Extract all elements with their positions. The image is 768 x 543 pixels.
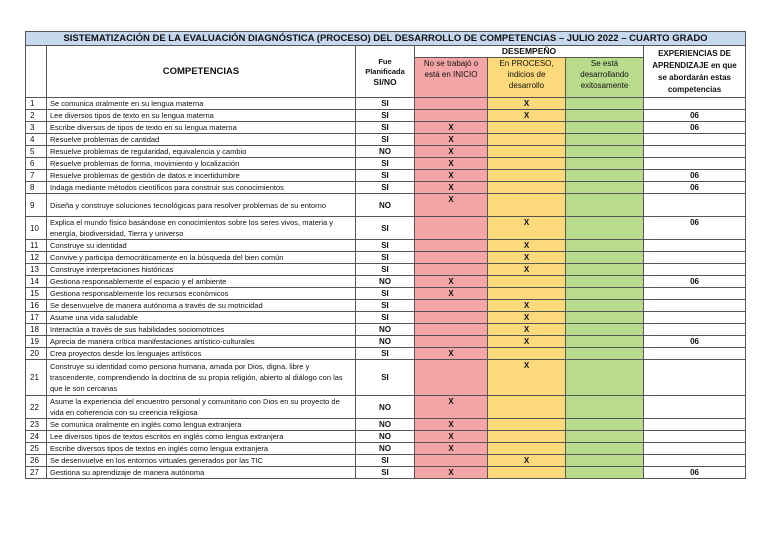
row-number: 3 [26,122,47,134]
inicio-cell [415,312,488,324]
row-number: 20 [26,348,47,360]
table-row [26,312,746,324]
table-row [26,324,746,336]
inicio-cell: X [415,122,488,134]
competencia-cell: Convive y participa democráticamente en la búsqueda del bien común [47,252,356,264]
exito-cell [566,170,644,182]
exito-cell [566,158,644,170]
proceso-cell [488,134,566,146]
competencia-cell: Escribe diversos de tipos de texto en su lengua materna [47,122,356,134]
planificada-cell: NO [356,276,415,288]
table-row [26,264,746,276]
exito-cell [566,431,644,443]
row-number: 14 [26,276,47,288]
competencia-cell: Construye su identidad como persona humana, amada por Dios, digna, libre y trascendente, comprendiendo la doctrina de su propia religión, abierto al diálogo con las que le son cercanas [47,360,356,396]
competencia-cell: Asume una vida saludable [47,312,356,324]
competencia-cell: Explica el mundo físico basándose en conocimientos sobre los seres vivos, materia y energía, biodiversidad, Tierra y universo [47,217,356,240]
competencia-cell: Se desenvuelve de manera autónoma a través de su motricidad [47,300,356,312]
proceso-cell [488,194,566,217]
inicio-cell: X [415,158,488,170]
planificada-cell: SI [356,455,415,467]
exito-cell [566,146,644,158]
competencia-cell: Se desenvuelve en los entornos virtuales generados por las TIC [47,455,356,467]
header-desempeno: DESEMPEÑO [415,46,644,58]
planificada-cell: NO [356,443,415,455]
competencia-cell: Resuelve problemas de regularidad, equivalencia y cambio [47,146,356,158]
experiencia-cell [644,240,746,252]
exito-cell [566,324,644,336]
competencia-cell: Se comunica oralmente en inglés como lengua extranjera [47,419,356,431]
competencia-cell: Gestiona responsablemente los recursos económicos [47,288,356,300]
exito-cell [566,264,644,276]
planificada-cell: SI [356,170,415,182]
table-row [26,336,746,348]
experiencia-cell [644,134,746,146]
proceso-cell: X [488,252,566,264]
exito-cell [566,455,644,467]
planificada-cell: SI [356,288,415,300]
row-number: 9 [26,194,47,217]
exito-cell [566,360,644,396]
table-row [26,300,746,312]
exito-cell [566,98,644,110]
experiencia-cell [644,360,746,396]
header-proceso: En PROCESO, indicios de desarrollo [488,58,566,98]
row-number: 19 [26,336,47,348]
proceso-cell [488,396,566,419]
header-si-no: SI/NO [373,76,397,87]
competencia-cell: Indaga mediante métodos científicos para construir sus conocimientos [47,182,356,194]
proceso-cell: X [488,217,566,240]
planificada-cell: SI [356,360,415,396]
inicio-cell: X [415,276,488,288]
table-row [26,252,746,264]
table-row [26,110,746,122]
table-row [26,122,746,134]
row-number: 5 [26,146,47,158]
planificada-cell: SI [356,467,415,479]
proceso-cell [488,467,566,479]
row-number: 10 [26,217,47,240]
inicio-cell [415,324,488,336]
row-number: 18 [26,324,47,336]
table-row [26,158,746,170]
proceso-cell: X [488,360,566,396]
proceso-cell [488,122,566,134]
experiencia-cell: 06 [644,217,746,240]
planificada-cell: SI [356,122,415,134]
experiencia-cell [644,431,746,443]
experiencia-cell: 06 [644,467,746,479]
row-number: 6 [26,158,47,170]
table-row [26,134,746,146]
inicio-cell [415,360,488,396]
exito-cell [566,443,644,455]
inicio-cell [415,264,488,276]
header-fue-planificada: Fue Planificada [365,56,405,76]
planificada-cell: NO [356,431,415,443]
exito-cell [566,276,644,288]
inicio-cell: X [415,419,488,431]
proceso-cell: X [488,300,566,312]
proceso-cell: X [488,455,566,467]
planificada-cell: SI [356,182,415,194]
table-row [26,455,746,467]
proceso-cell [488,170,566,182]
competencia-cell: Asume la experiencia del encuentro personal y comunitario con Dios en su proyecto de vida en coherencia con su creencia religiosa [47,396,356,419]
table-row [26,348,746,360]
inicio-cell: X [415,194,488,217]
competencia-cell: Diseña y construye soluciones tecnológicas para resolver problemas de su entorno [47,194,356,217]
proceso-cell [488,288,566,300]
experiencia-cell: 06 [644,336,746,348]
inicio-cell: X [415,396,488,419]
header-exito: Se está desarrollando exitosamente [566,58,644,98]
experiencia-cell: 06 [644,182,746,194]
table-row [26,98,746,110]
proceso-cell [488,146,566,158]
experiencia-cell [644,98,746,110]
proceso-cell [488,276,566,288]
competencia-cell: Crea proyectos desde los lenguajes artísticos [47,348,356,360]
planificada-cell: SI [356,217,415,240]
exito-cell [566,182,644,194]
table-row [26,419,746,431]
experiencia-cell [644,252,746,264]
row-number: 15 [26,288,47,300]
table-body [26,98,746,479]
exito-cell [566,134,644,146]
row-number: 25 [26,443,47,455]
proceso-cell [488,431,566,443]
table-row [26,360,746,396]
inicio-cell [415,252,488,264]
row-number: 1 [26,98,47,110]
experiencia-cell [644,396,746,419]
experiencia-cell [644,312,746,324]
inicio-cell [415,300,488,312]
competencia-cell: Se comunica oralmente en su lengua materna [47,98,356,110]
competencia-cell: Construye su identidad [47,240,356,252]
inicio-cell [415,336,488,348]
table-row [26,443,746,455]
row-number: 27 [26,467,47,479]
experiencia-cell [644,455,746,467]
planificada-cell: SI [356,98,415,110]
inicio-cell: X [415,467,488,479]
inicio-cell: X [415,146,488,158]
planificada-cell: SI [356,300,415,312]
row-number: 23 [26,419,47,431]
exito-cell [566,122,644,134]
exito-cell [566,110,644,122]
planificada-cell: NO [356,194,415,217]
planificada-cell: NO [356,324,415,336]
experiencia-cell: 06 [644,170,746,182]
planificada-cell: SI [356,312,415,324]
table-row [26,240,746,252]
planificada-cell: SI [356,240,415,252]
row-number: 7 [26,170,47,182]
planificada-cell: SI [356,134,415,146]
table-row [26,170,746,182]
row-number: 11 [26,240,47,252]
table-row [26,467,746,479]
exito-cell [566,217,644,240]
evaluation-sheet [25,31,746,479]
experiencia-cell [644,419,746,431]
exito-cell [566,467,644,479]
competencia-cell: Gestiona responsablemente el espacio y el ambiente [47,276,356,288]
experiencia-cell [644,264,746,276]
planificada-cell: SI [356,264,415,276]
proceso-cell [488,158,566,170]
competencia-cell: Escribe diversos tipos de textos en inglés como lengua extranjera [47,443,356,455]
row-number: 13 [26,264,47,276]
proceso-cell: X [488,324,566,336]
competencia-cell: Aprecia de manera crítica manifestaciones artístico-culturales [47,336,356,348]
table-row [26,182,746,194]
proceso-cell [488,419,566,431]
proceso-cell: X [488,264,566,276]
experiencia-cell [644,348,746,360]
table-title: SISTEMATIZACIÓN DE LA EVALUACIÓN DIAGNÓSTICA (PROCESO) DEL DESARROLLO DE COMPETENCIAS – JULIO 2022 – CUARTO GRADO [26,32,746,46]
row-number: 24 [26,431,47,443]
row-number: 2 [26,110,47,122]
competencia-cell: Gestiona su aprendizaje de manera autónoma [47,467,356,479]
table-row [26,431,746,443]
exito-cell [566,240,644,252]
proceso-cell [488,348,566,360]
row-number: 26 [26,455,47,467]
planificada-cell: NO [356,396,415,419]
proceso-cell: X [488,312,566,324]
header-experiencias: EXPERIENCIAS DE APRENDIZAJE en que se abordarán estas competencias [644,46,746,98]
exito-cell [566,312,644,324]
row-number: 22 [26,396,47,419]
proceso-cell: X [488,336,566,348]
competencia-cell: Resuelve problemas de gestión de datos e incertidumbre [47,170,356,182]
experiencia-cell: 06 [644,276,746,288]
table-row [26,396,746,419]
exito-cell [566,419,644,431]
exito-cell [566,348,644,360]
competencia-cell: Construye interpretaciones históricas [47,264,356,276]
inicio-cell [415,455,488,467]
experiencia-cell [644,300,746,312]
table-row [26,288,746,300]
experiencia-cell [644,288,746,300]
exito-cell [566,288,644,300]
experiencia-cell [644,324,746,336]
row-number: 17 [26,312,47,324]
experiencia-cell: 06 [644,122,746,134]
inicio-cell: X [415,288,488,300]
competencia-cell: Resuelve problemas de forma, movimiento y localización [47,158,356,170]
exito-cell [566,300,644,312]
inicio-cell: X [415,443,488,455]
row-number: 16 [26,300,47,312]
table-row [26,276,746,288]
planificada-cell: NO [356,336,415,348]
planificada-cell: NO [356,419,415,431]
experiencia-cell: 06 [644,110,746,122]
row-number: 8 [26,182,47,194]
competencia-cell: Lee diversos tipos de textos escritos en inglés como lengua extranjera [47,431,356,443]
proceso-cell: X [488,98,566,110]
inicio-cell: X [415,431,488,443]
competencias-table [25,31,746,479]
planificada-cell: SI [356,158,415,170]
inicio-cell: X [415,348,488,360]
proceso-cell [488,182,566,194]
row-number: 12 [26,252,47,264]
inicio-cell [415,217,488,240]
competencia-cell: Interactúa a través de sus habilidades sociomotrices [47,324,356,336]
header-number [26,46,47,98]
row-number: 21 [26,360,47,396]
table-row [26,217,746,240]
row-number: 4 [26,134,47,146]
proceso-cell: X [488,110,566,122]
header-competencias: COMPETENCIAS [47,46,356,98]
inicio-cell: X [415,170,488,182]
table-row [26,194,746,217]
experiencia-cell [644,194,746,217]
competencia-cell: Resuelve problemas de cantidad [47,134,356,146]
inicio-cell [415,110,488,122]
exito-cell [566,252,644,264]
inicio-cell: X [415,182,488,194]
planificada-cell: SI [356,110,415,122]
inicio-cell: X [415,134,488,146]
planificada-cell: SI [356,348,415,360]
inicio-cell [415,98,488,110]
experiencia-cell [644,443,746,455]
exito-cell [566,194,644,217]
planificada-cell: NO [356,146,415,158]
proceso-cell: X [488,240,566,252]
planificada-cell: SI [356,252,415,264]
experiencia-cell [644,146,746,158]
exito-cell [566,336,644,348]
competencia-cell: Lee diversos tipos de texto en su lengua materna [47,110,356,122]
header-planificada [356,46,415,98]
proceso-cell [488,443,566,455]
inicio-cell [415,240,488,252]
header-inicio: No se trabajó o está en INICIO [415,58,488,98]
table-row [26,146,746,158]
exito-cell [566,396,644,419]
experiencia-cell [644,158,746,170]
